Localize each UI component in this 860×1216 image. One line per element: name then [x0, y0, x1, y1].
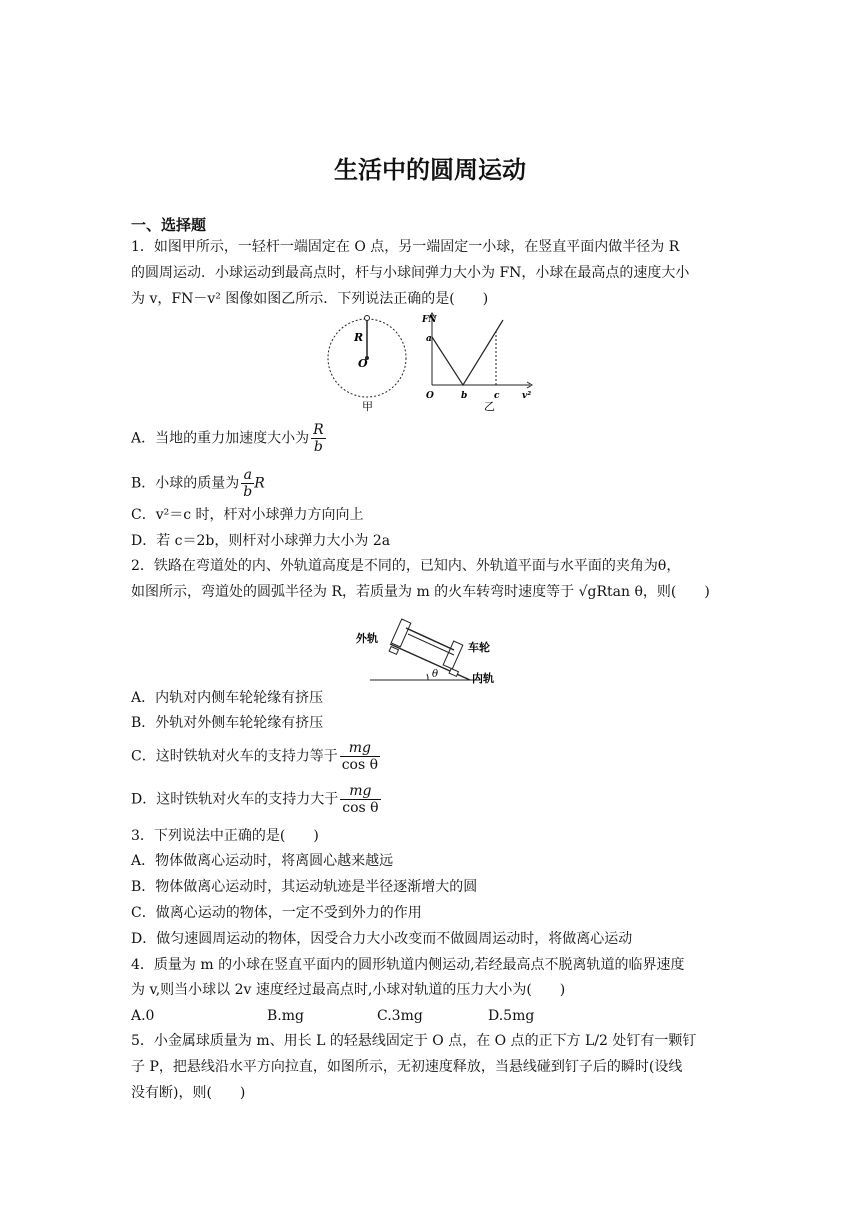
fraction-denominator: cos θ	[341, 757, 379, 773]
q2-track-figure	[350, 604, 510, 686]
angle-arc	[427, 674, 428, 680]
fraction-numerator: mg	[340, 783, 380, 800]
q3-option-c: C．做离心运动的物体，一定不受到外力的作用	[131, 905, 422, 921]
fraction-denominator: b	[243, 484, 253, 500]
q3-option-b: B．物体做离心运动时，其运动轨迹是半径逐渐增大的圆	[131, 879, 478, 895]
q2-option-a: A．内轨对内侧车轮轮缘有挤压	[131, 690, 324, 706]
q2-option-d-fraction	[340, 783, 380, 816]
q2-option-c	[131, 740, 380, 773]
q1-option-a-fraction	[311, 422, 326, 455]
q2-option-d	[131, 783, 381, 816]
fn-v2-line	[432, 320, 503, 385]
label-yi: 乙	[484, 400, 495, 413]
fraction-denominator: b	[313, 439, 323, 455]
section-heading: 一、选择题	[131, 216, 207, 234]
q4-option-c: C.3mg	[377, 1008, 423, 1024]
label-origin: O	[426, 391, 434, 401]
q4-option-a: A.0	[131, 1008, 155, 1024]
outer-wheel	[391, 619, 411, 647]
q4-option-d: D.5mg	[488, 1008, 535, 1024]
page-title: 生活中的圆周运动	[334, 156, 526, 184]
label-theta: θ	[432, 669, 439, 680]
q4-stem-line-2: 为 v,则当小球以 2v 速度经过最高点时,小球对轨道的压力大小为( )	[131, 982, 566, 998]
label-a: a	[426, 334, 432, 344]
label-O: O	[358, 357, 368, 370]
label-b: b	[461, 391, 468, 401]
q1-option-b-suffix: R	[254, 475, 265, 492]
q3-option-d: D．做匀速圆周运动的物体，因受合力大小改变而不做圆周运动时，将做离心运动	[131, 931, 633, 947]
label-v2: v²	[522, 391, 532, 401]
q2-option-b: B．外轨对外侧车轮轮缘有挤压	[131, 715, 324, 731]
inner-rail	[449, 669, 458, 677]
q1-stem-line-3: 为 v，FN－v² 图像如图乙所示．下列说法正确的是( )	[131, 291, 489, 307]
q1-option-c: C．v²＝c 时，杆对小球弹力方向向上	[131, 507, 364, 523]
q2-stem-line-1: 2．铁路在弯道处的内、外轨道高度是不同的，已知内、外轨道平面与水平面的夹角为θ，	[131, 558, 681, 574]
axle	[406, 628, 454, 650]
ball	[365, 316, 370, 321]
axle-lower	[408, 634, 454, 655]
label-wheel: 车轮	[468, 641, 490, 654]
label-c: c	[494, 391, 500, 401]
q2-option-c-fraction	[340, 740, 380, 773]
q4-stem-line-1: 4．质量为 m 的小球在竖直平面内的圆形轨道内侧运动,若经最高点不脱离轨道的临界速度	[131, 957, 685, 973]
q2-stem-line-2: 如图所示，弯道处的圆弧半径为 R，若质量为 m 的火车转弯时速度等于 √gRtan θ，则( )	[131, 584, 710, 600]
q3-stem: 3．下列说法中正确的是( )	[131, 828, 319, 844]
q5-stem-line-3: 没有断)，则( )	[131, 1085, 246, 1101]
q1-option-b-text: B．小球的质量为	[131, 475, 240, 492]
q1-option-d: D．若 c＝2b，则杆对小球弹力大小为 2a	[131, 533, 391, 549]
q1-option-a-text: A．当地的重力加速度大小为	[131, 430, 310, 447]
q1-stem-line-1: 1．如图甲所示，一轻杆一端固定在 O 点，另一端固定一小球，在竖直平面内做半径为 R	[131, 239, 680, 255]
q1-option-b-fraction	[241, 467, 254, 500]
q1-option-a	[131, 422, 326, 455]
label-inner-rail: 内轨	[472, 672, 494, 685]
fraction-numerator: R	[313, 422, 324, 438]
label-FN: FN	[422, 315, 437, 325]
q4-option-b: B.mg	[267, 1008, 304, 1024]
q1-stem-line-2: 的圆周运动．小球运动到最高点时，杆与小球间弹力大小为 FN，小球在最高点的速度大小	[131, 265, 690, 281]
q2-option-c-text: C．这时铁轨对火车的支持力等于	[131, 748, 338, 765]
q3-option-a: A．物体做离心运动时，将离圆心越来越远	[131, 853, 394, 869]
fraction-denominator: cos θ	[342, 800, 379, 816]
q5-stem-line-2: 子 P，把悬线沿水平方向拉直，如图所示，无初速度释放，当悬线碰到钉子后的瞬时(设线	[131, 1059, 683, 1075]
label-R: R	[354, 331, 364, 344]
q1-option-b	[131, 467, 265, 500]
fraction-numerator: a	[241, 467, 254, 484]
q2-option-d-text: D．这时铁轨对火车的支持力大于	[131, 791, 339, 808]
q1-figure	[320, 310, 540, 415]
q5-stem-line-1: 5．小金属球质量为 m、用长 L 的轻悬线固定于 O 点，在 O 点的正下方 L/2 处钉有一颗钉	[131, 1033, 697, 1049]
label-jia: 甲	[362, 400, 373, 413]
label-outer-rail: 外轨	[356, 632, 378, 645]
fraction-numerator: mg	[340, 740, 380, 757]
